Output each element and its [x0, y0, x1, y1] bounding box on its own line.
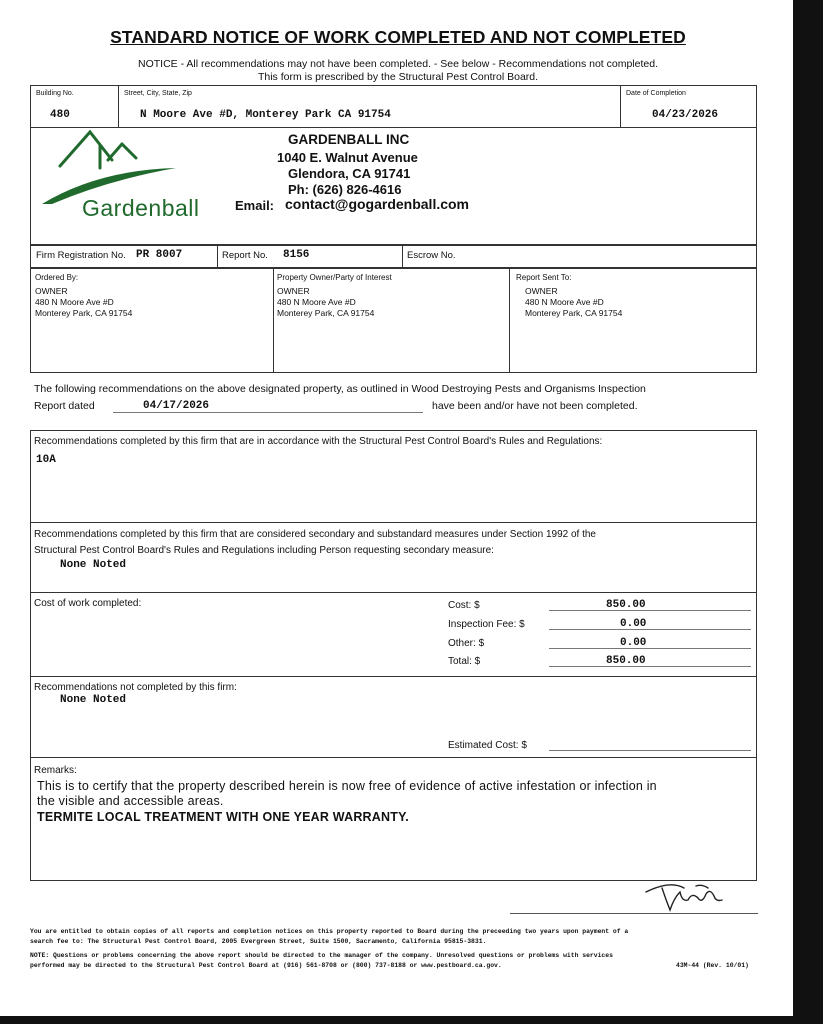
- footer-line-3: NOTE: Questions or problems concerning the above report should be directed to the manager of the company. Unresolved questions or problems with services: [30, 952, 613, 959]
- report-sent-to-label: Report Sent To:: [516, 273, 572, 282]
- not-completed-value: None Noted: [60, 694, 127, 706]
- footer-line-2: search fee to: The Structural Pest Control Board, 2005 Evergreen Street, Suite 1500, Sacramento, California 95815-3831.: [30, 938, 487, 945]
- secondary-value: None Noted: [60, 559, 127, 571]
- cost-label: Cost of work completed:: [34, 598, 142, 609]
- report-no: 8156: [283, 249, 310, 261]
- ordered-by-address2: Monterey Park, CA 91754: [35, 308, 133, 318]
- property-owner-label: Property Owner/Party of Interest: [277, 273, 392, 282]
- company-email-label: Email:: [235, 198, 275, 213]
- intro-text: The following recommendations on the above designated property, as outlined in Wood Destroying Pests and Organisms Inspection: [34, 383, 646, 395]
- report-dated-label: Report dated: [34, 400, 95, 412]
- completion-date-label: Date of Completion: [626, 90, 686, 97]
- property-owner-name: OWNER: [277, 286, 310, 296]
- completed-value: 10A: [36, 454, 56, 466]
- remarks-label: Remarks:: [34, 765, 77, 776]
- report-sent-to-address1: 480 N Moore Ave #D: [525, 297, 604, 307]
- other-amount: 0.00: [620, 637, 647, 649]
- parties-box: [30, 268, 757, 373]
- ordered-by-name: OWNER: [35, 286, 68, 296]
- completed-label: Recommendations completed by this firm that are in accordance with the Structural Pest Control Board's Rules and Regulations:: [34, 436, 603, 447]
- form-title: STANDARD NOTICE OF WORK COMPLETED AND NOT COMPLETED: [110, 27, 686, 47]
- firm-registration-no: PR 8007: [136, 249, 183, 261]
- property-owner-address2: Monterey Park, CA 91754: [277, 308, 375, 318]
- inspection-fee-label: Inspection Fee: $: [448, 619, 525, 630]
- company-address1: 1040 E. Walnut Avenue: [277, 150, 418, 165]
- ordered-by-address1: 480 N Moore Ave #D: [35, 297, 114, 307]
- company-address2: Glendora, CA 91741: [288, 166, 411, 181]
- not-completed-label: Recommendations not completed by this firm:: [34, 682, 237, 693]
- secondary-label-2: Structural Pest Control Board's Rules and Regulations including Person requesting secondary measure:: [34, 545, 494, 556]
- remarks-line-3: TERMITE LOCAL TREATMENT WITH ONE YEAR WARRANTY.: [37, 810, 409, 824]
- firm-registration-label: Firm Registration No.: [36, 250, 126, 261]
- form-number: 43M-44 (Rev. 10/01): [676, 962, 749, 969]
- escrow-no-label: Escrow No.: [407, 250, 456, 261]
- report-sent-to-name: OWNER: [525, 286, 558, 296]
- company-email: contact@gogardenball.com: [285, 196, 470, 212]
- footer-line-1: You are entitled to obtain copies of all reports and completion notices on this property reported to Board during the preceeding two years upon payment of a: [30, 928, 629, 935]
- report-no-label: Report No.: [222, 250, 268, 261]
- footer-line-4: performed may be directed to the Structural Pest Control Board at (916) 561-8708 or (800) 737-8188 or www.pestboard.ca.gov.: [30, 962, 502, 969]
- ordered-by-label: Ordered By:: [35, 273, 79, 282]
- company-name: GARDENBALL INC: [288, 132, 410, 147]
- board-line: This form is prescribed by the Structural Pest Control Board.: [257, 71, 539, 83]
- street-address: N Moore Ave #D, Monterey Park CA 91754: [140, 109, 391, 121]
- logo-wordmark: Gardenball: [82, 195, 200, 221]
- scan-edge-bottom: [0, 1016, 823, 1024]
- signature-icon: [640, 878, 740, 914]
- company-phone: Ph: (626) 826-4616: [288, 182, 402, 197]
- cost-amount-label: Cost: $: [448, 600, 480, 611]
- inspection-fee: 0.00: [620, 618, 647, 630]
- report-dated-value: 04/17/2026: [143, 400, 210, 412]
- report-sent-to-address2: Monterey Park, CA 91754: [525, 308, 623, 318]
- street-label: Street, City, State, Zip: [124, 90, 192, 97]
- total-amount: 850.00: [606, 655, 646, 667]
- property-owner-address1: 480 N Moore Ave #D: [277, 297, 356, 307]
- completion-date: 04/23/2026: [652, 109, 719, 121]
- notice-line: NOTICE - All recommendations may not have been completed. - See below - Recommendations not completed.: [137, 58, 658, 70]
- other-label: Other: $: [448, 638, 485, 649]
- building-no: 480: [50, 109, 70, 121]
- remarks-line-1: This is to certify that the property described herein is now free of evidence of active infestation or infection in: [37, 779, 657, 793]
- scan-edge-right: [793, 0, 823, 1024]
- intro-tail: have been and/or have not been completed.: [432, 400, 638, 412]
- building-no-label: Building No.: [36, 90, 74, 97]
- cost-amount: 850.00: [606, 599, 646, 611]
- secondary-label-1: Recommendations completed by this firm that are considered secondary and substandard measures under Section 1992 of the: [34, 529, 596, 540]
- remarks-line-2: the visible and accessible areas.: [37, 794, 224, 808]
- estimated-cost-label: Estimated Cost: $: [448, 740, 527, 751]
- total-label: Total: $: [448, 656, 481, 667]
